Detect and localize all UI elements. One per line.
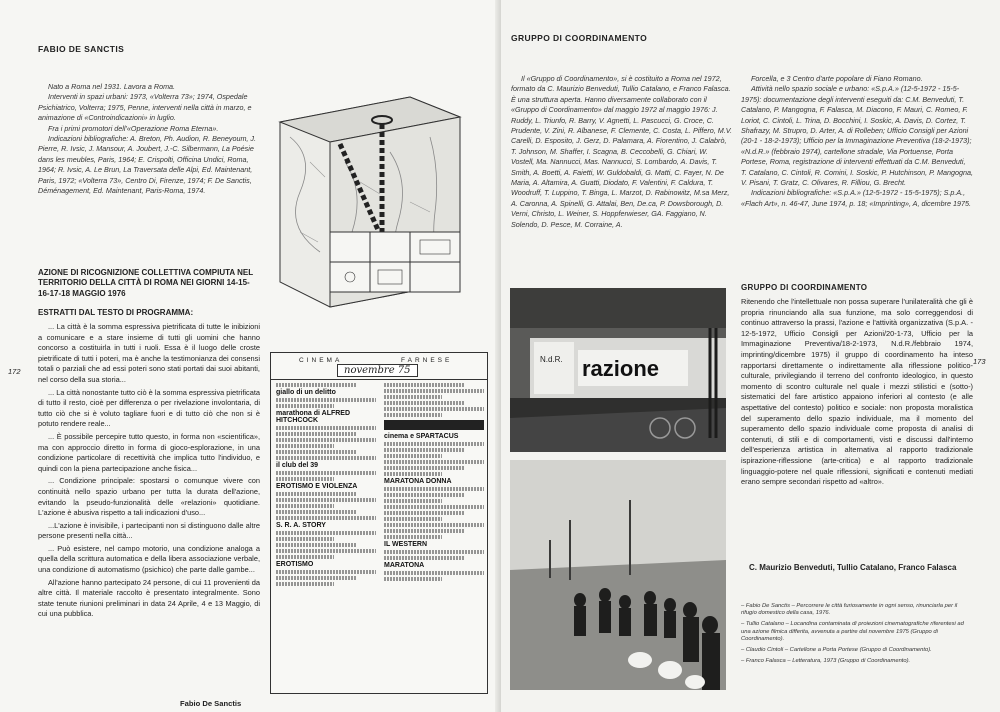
poster-header	[271, 353, 487, 380]
bio-paragraph: Interventi in spazi urbani: 1973, «Volterra 73»; 1974, Ospedale Psichiatrico, Volterra; 1975, Penne, interventi nella città in marzo, e animazione di «Controindicazioni» in luglio.	[38, 92, 252, 123]
section2-paragraph: Ritenendo che l'intellettuale non possa superare l'unilateralità che gli è propria rinunciando alla sua funzione, ma solo correggendosi di continuo attraverso la prassi, l'azione e l'attività organizzativa (S.p.A. - 12-5-1972, Ufficio Consigli per Azioni/20-1-73, Ufficio per la Immaginazione Preventiva/18-2-1973, N.d.R./febbraio 1974, imprinting/dicembre 1975) il gruppo di coordinamento ha inteso rapportarsi direttamente o indirettamente alla riflessione politico-culturale, privilegiando il terreno del confronto ideologico, in questo momento di scontro culturale nel quale i mezzi stilistici e (sotto-) sistematici del fare artistico appaiono inferiori al contesto (e alle aspettative del contesto) politico e sociale: non proposta moralistica del superamento dello spazio individuale, ma il momento del superamento dello spazio individuale come proposta di analisi di contenuti, di stili e di comportamenti, visti e discussi dall'interno dell'esperienza artistica in alternativa al rapporto tradizionale ispirazione-riflessione (arte-critica) e al rapporto tradizionale linguaggio-potere nel quale riflessioni, significati e contenuti mediati erano sempre secondari rispetto ad «altro».	[741, 297, 973, 487]
poster-line	[276, 404, 334, 408]
poster-line	[384, 571, 484, 575]
page-number-right: 173	[973, 357, 986, 366]
poster-line	[384, 454, 442, 458]
poster-entry: IL WESTERN	[384, 541, 428, 548]
poster-line	[384, 529, 464, 533]
program-paragraph: ... Condizione principale: spostarsi o comunque vivere con continuità nello spazio urbano per tutta la durata dell'azione, evitando la pseudo-funzionalità delle «relazioni» quotidiane. L'azione è abusiva rispetto a tali indicazioni d'uso...	[38, 476, 260, 518]
crowd-photo-image	[510, 460, 726, 690]
poster-entry: EROTISMO	[276, 561, 314, 568]
program-paragraph: ... La città nonostante tutto ciò è la somma espressiva pietrificata di tutto il resto, cioè per differenza o per rivelazione involontaria, di tutto ciò che si è voluto tagliare fuori e di tutto ciò che non si è potuto rendere reale...	[38, 387, 260, 429]
program-paragraph: ...L'azione è invisibile, i partecipanti non si distinguono dalle altre persone presenti nella città...	[38, 520, 260, 541]
group-activities-paragraph: Forcella, e 3 Centro d'arte popolare di Fiano Romano.	[751, 74, 923, 83]
caption: – Claudio Cintoli – Cartellone a Porta Portese (Gruppo di Coordinamento).	[741, 647, 932, 654]
group-bibliography: Indicazioni bibliografiche: «S.p.A.» (12-5-1972 - 15-5-1975); S.p.A., «Flach Art», n. 46-47, June 1974, p. 18; «Imprinting», A, dicembre 1975.	[741, 188, 972, 208]
poster-entry: MARATONA	[384, 562, 425, 569]
billboard-photo	[510, 288, 726, 452]
photo-captions	[741, 603, 973, 669]
poster-line	[384, 448, 464, 452]
crowd-photo	[510, 460, 726, 690]
photo-sign-small: N.d.R.	[540, 355, 563, 364]
poster-line	[276, 492, 356, 496]
poster-line	[384, 577, 442, 581]
group-intro-paragraph: Il «Gruppo di Coordinamento», si è costituito a Roma nel 1972, formato da C. Maurizio Benveduti, Tullio Catalano, e Franco Falasca. È una struttura aperta. Hanno diversamente collaborato con il «Gruppo di Coordinamento» dal maggio 1972 al maggio 1976: J. Ruddy, L. Triunfo, R. Barry, V. Agnetti, L. Pascucci, G. Croce, C. Prudente, V. Zini, R. Albanese, F. Clemente, C. Costa, L. Piffero, M.V. Carelli, D. Esposito, J. Gerz, D. Palamara, A. Fiorentino, J. Calabrò, T. Johnson, M. Shaffer, I. Scagna, B. Ceccobelli, G. Chiari, W. Vostell, Ma. Nannucci, Mas. Nannucci, S. Lombardo, A. Davis, T. Smith, A. Boetti, A. Faietti, W. Guldobaldi, G. Matti, C. Fayer, N. De Maria, A. Altamira, A. Guatti, Diodato, F. Valentini, F. Caldura, T. Woodruff, T. Luppino, T. Binga, L. Marzot, D. Rabinowitz, M.sa Merz, A. Caronna, A. Spinelli, G. Attalai, Ben, De.ca, P. Dowsborough, D. Verni, Christo, L. Weiner, S. Hoppferwieser, GA. Faggiano, N. Solendo, D. Pesce, M. Corraine, A.	[511, 74, 733, 229]
marble-block-illustration	[270, 82, 482, 322]
poster-line	[276, 498, 376, 502]
poster-line	[384, 442, 484, 446]
poster-line	[384, 505, 484, 509]
poster-line	[276, 582, 334, 586]
section2-body	[741, 297, 973, 488]
caption: – Franco Falasca – Letteratura, 1973 (Gruppo di Coordinamento).	[741, 658, 911, 665]
author-heading: FABIO DE SANCTIS	[38, 44, 125, 54]
poster-line	[384, 556, 464, 560]
poster-line	[384, 493, 464, 497]
left-page	[0, 0, 499, 712]
poster-line	[276, 516, 376, 520]
program-excerpts	[38, 322, 260, 622]
poster-line	[276, 537, 334, 541]
poster-cinema-label: CINEMA	[299, 357, 343, 364]
poster-line	[276, 471, 376, 475]
poster-line	[276, 450, 356, 454]
poster-line	[276, 426, 376, 430]
bio-paragraph: Fra i primi promotori dell'«Operazione Roma Eterna».	[48, 123, 219, 133]
group-activities-column	[741, 74, 973, 209]
poster-entry: cinema e SPARTACUS	[384, 433, 459, 440]
poster-line	[384, 499, 442, 503]
section2-heading: GRUPPO DI COORDINAMENTO	[741, 283, 868, 292]
photo-sign-text: razione	[582, 356, 660, 381]
poster-column-right	[381, 381, 487, 583]
poster-line	[384, 389, 484, 393]
poster-month: novembre 75	[337, 364, 418, 377]
poster-line	[384, 383, 464, 387]
poster-line	[276, 555, 334, 559]
poster-line	[276, 531, 376, 535]
caption: – Fabio De Sanctis – Percorrere le città furiosamente in ogni senso, rinunciarla per il rifugio domestico della casa, 1976.	[741, 603, 958, 617]
caption: – Tullio Catalano – Locandina contaminata di proiezioni cinematografiche riferentesi ad una azione filmica differita, avvenuta a partire dal novembre 1975 (Gruppo di Coordinamento).	[741, 621, 964, 642]
author-bio	[38, 82, 260, 196]
poster-line	[384, 460, 484, 464]
poster-line	[276, 398, 376, 402]
group-heading: GRUPPO DI COORDINAMENTO	[511, 33, 648, 43]
program-paragraph: All'azione hanno partecipato 24 persone, di cui 11 provenienti da altre città. Il materiale raccolto è presentato integralmente. Sono state tenute riunioni preliminari in data 24 Aprile, 4 e 13 Maggio, di cui una pubblica.	[38, 577, 260, 619]
signature: Fabio De Sanctis	[180, 699, 242, 708]
section-title: AZIONE DI RICOGNIZIONE COLLETTIVA COMPIUTA NEL TERRITORIO DELLA CITTÀ DI ROMA NEI GIORNI 14-15-16-17-18 MAGGIO 1976	[38, 268, 253, 298]
section2-signature: C. Maurizio Benveduti, Tullio Catalano, Franco Falasca	[749, 563, 957, 572]
poster-line	[276, 456, 376, 460]
poster-line	[384, 511, 464, 515]
poster-line	[276, 549, 376, 553]
poster-entry: MARATONA DONNA	[384, 478, 452, 485]
poster-entry: giallo di un delitto	[276, 389, 336, 396]
poster-column-left	[273, 381, 379, 588]
house-chain-drawing	[270, 82, 482, 322]
poster-line	[276, 543, 356, 547]
group-activities-paragraph: Attività nello spazio sociale e urbano: «S.p.A.» (12-5-1972 - 15-5-1975): documentazione degli interventi eseguiti da: C.M. Benveduti, T. Catalano, P. Mangogna, F. Falasca, M. Diacono, F. Mauri, C. Romeo, F. Loriot, C. Cintoli, L. Trina, D. Bocchini, I. Soskic, A. Davis, D. Cortez, T. Shafrazy, M. Strupro, D. Arter, A. di Rolleben; Ufficio Consigli per Azioni (20-1 - 18-2-1973); Ufficio per la Immaginazione Preventiva (18-2-1973); «N.d.R.» (febbraio 1974), cartellone stradale, Via Portuense, Porta Portese, Roma, registrazione di interventi effettuati da C.M. Benveduti, T. Catalano, C. Cintoli, R. Comini, I. Soskic, P. Hutchinson, P. Mangogna, V. Pisani, T. Gratz, C. Olivares, R. Filliou, G. Brecht.	[741, 84, 973, 188]
poster-line	[384, 413, 442, 417]
poster-line	[276, 504, 334, 508]
poster-line	[384, 472, 442, 476]
bio-paragraph: Nato a Roma nel 1931. Lavora a Roma.	[48, 82, 176, 91]
poster-line	[276, 432, 356, 436]
poster-line	[276, 576, 356, 580]
poster-line	[276, 510, 356, 514]
poster-dark-band	[384, 420, 484, 430]
poster-entry: marathona di ALFRED HITCHCOCK	[276, 410, 351, 424]
page-number-left: 172	[8, 367, 21, 376]
program-paragraph: ... È possibile percepire tutto questo, in forma non «scientifica», ma con approccio diretto in forma di gioco-esplorazione, in una condizione particolare di recettività che implica tutto l'individuo, e quindi con la piena partecipazione anche fisica...	[38, 431, 260, 473]
poster-line	[276, 438, 376, 442]
poster-farnese-label: FARNESE	[401, 357, 453, 364]
billboard-photo-image	[510, 288, 726, 452]
program-paragraph: ... Può esistere, nel campo motorio, una condizione analoga a quella della scrittura automatica e della libera associazione verbale, una condizione di automatismo (psichico) che parte dalle gambe...	[38, 543, 260, 575]
poster-line	[384, 407, 484, 411]
poster-line	[384, 487, 484, 491]
program-paragraph: ... La città è la somma espressiva pietrificata di tutte le inibizioni a comunicare e a stare insieme di tutti gli uomini che hanno concorso a costituirla in tutti i ruoli. Essa è il luogo delle croste pietrificate di tutti i poteri, ma è anche la testimonianza dei consensi totali o parziali che ad essi poteri sono stati portati dai suoi abitanti, nel corso della sua storia...	[38, 322, 260, 384]
poster-line	[276, 444, 334, 448]
poster-entry: EROTISMO E VIOLENZA	[276, 483, 358, 490]
poster-line	[384, 517, 442, 521]
poster-entry: il club del 39	[276, 462, 319, 469]
bio-paragraph: Indicazioni bibliografiche: A. Breton, Ph. Audion, R. Beneyoum, J. Pierre, R. Ivsic, J. Mansour, A. Joubert, J.-C. Silbermann, La Poésie dans les meubles, Paris, 1964; E. Crispolti, Officina Undici, Roma, 1964; R. Ivsic, A. Le Brun, La Traversata delle Alpi, Ed. Maintenant, Paris, 1972; «Volterra 73», Centro Di, Firenze, 1974; F. De Sanctis, Déménagement, Ed. Maintenant, Paris-Roma, 1974.	[38, 134, 257, 196]
poster-line	[276, 383, 356, 387]
poster-line	[384, 523, 484, 527]
poster-line	[384, 466, 464, 470]
poster-line	[384, 395, 442, 399]
program-heading: ESTRATTI DAL TESTO DI PROGRAMMA:	[38, 308, 194, 317]
right-page	[501, 0, 1000, 712]
poster-entry: S. R. A. STORY	[276, 522, 326, 529]
poster-line	[384, 535, 442, 539]
group-intro-column	[511, 74, 733, 230]
cinema-poster	[270, 352, 488, 694]
poster-line	[384, 401, 464, 405]
poster-line	[276, 477, 334, 481]
poster-line	[384, 550, 484, 554]
poster-line	[276, 570, 376, 574]
